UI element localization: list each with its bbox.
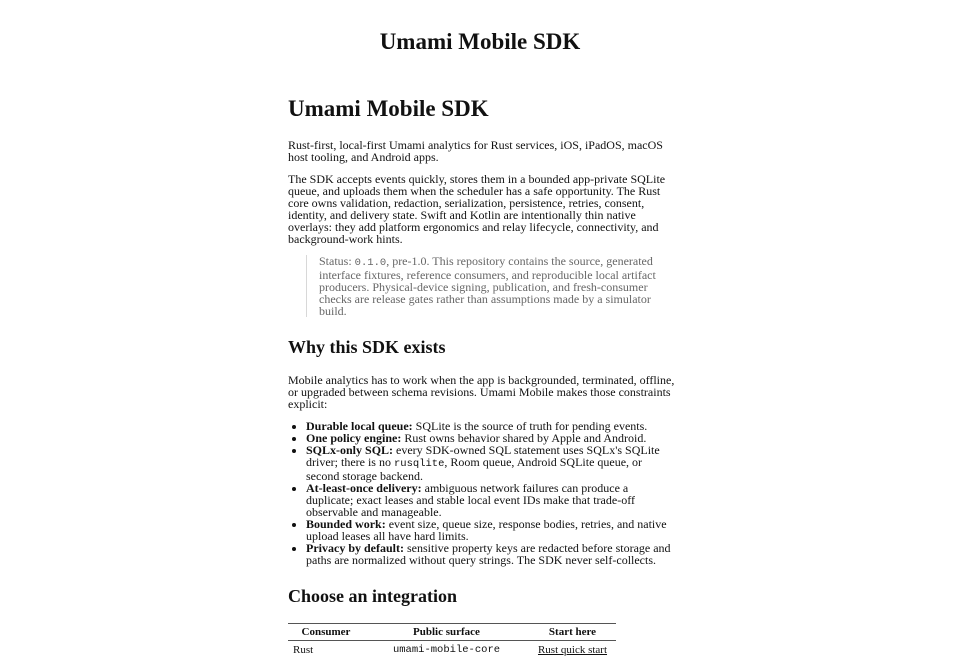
feature-item-delivery: • At-least-once delivery: ambiguous network failures can produce a duplicate; exact leases and stable local event IDs make that trade-off observable and manageable. [306, 482, 678, 518]
intro-paragraph: Rust-first, local-first Umami analytics for Rust services, iOS, iPadOS, macOS host tooling, and Android apps. [288, 139, 678, 163]
table-header-row [288, 624, 616, 641]
site-title: Umami Mobile SDK [0, 28, 960, 56]
table-row [288, 641, 616, 658]
header-consumer: Consumer [288, 624, 364, 641]
page-heading: Umami Mobile SDK [288, 96, 678, 122]
feature-item-bounded-work: • Bounded work: event size, queue size, response bodies, retries, and native upload leases all have hard limits. [306, 518, 678, 542]
feature-item-policy-engine: • One policy engine: Rust owns behavior shared by Apple and Android. [306, 432, 678, 444]
feature-list [288, 420, 678, 566]
cell-public-surface: umami-mobile-core [393, 644, 500, 656]
status-note [306, 255, 668, 317]
header-start-here: Start here [529, 624, 616, 641]
why-paragraph: Mobile analytics has to work when the app is backgrounded, terminated, offline, or upgraded between schema revisions. Umami Mobile makes those constraints explicit: [288, 374, 678, 410]
status-label: Status: [319, 254, 355, 268]
readme-content [288, 96, 678, 658]
status-text: , pre-1.0. This repository contains the source, generated interface fixtures, reference consumers, and reproducible local artifact producers. Physical-device signing, publication, and fresh-consumer checks are release gates rather than assumptions made by a simulator build. [319, 254, 656, 318]
feature-item-sqlx-only: • SQLx-only SQL: every SDK-owned SQL statement uses SQLx's SQLite driver; there is no rusqlite, Room queue, Android SQLite queue, or second storage backend. [306, 444, 678, 482]
description-paragraph: The SDK accepts events quickly, stores them in a bounded app-private SQLite queue, and uploads them when the scheduler has a safe opportunity. The Rust core owns validation, redaction, serialization, persistence, retries, consent, identity, and delivery state. Swift and Kotlin are intentionally thin native overlays: they add platform ergonomics and relay lifecycle, connectivity, and background-work hints. [288, 173, 678, 245]
rust-quick-start-link[interactable]: Rust quick start [538, 644, 607, 656]
feature-item-privacy: • Privacy by default: sensitive property keys are redacted before storage and paths are normalized without query strings. The SDK never self-collects. [306, 542, 678, 566]
rusqlite-code: rusqlite [394, 458, 444, 470]
status-version: 0.1.0 [355, 257, 387, 269]
cell-consumer: Rust [288, 641, 364, 658]
why-heading: Why this SDK exists [288, 337, 678, 357]
feature-item-durable-queue: • Durable local queue: SQLite is the source of truth for pending events. [306, 420, 678, 432]
integration-table [288, 623, 616, 658]
integration-heading: Choose an integration [288, 586, 678, 606]
header-public-surface: Public surface [364, 624, 529, 641]
